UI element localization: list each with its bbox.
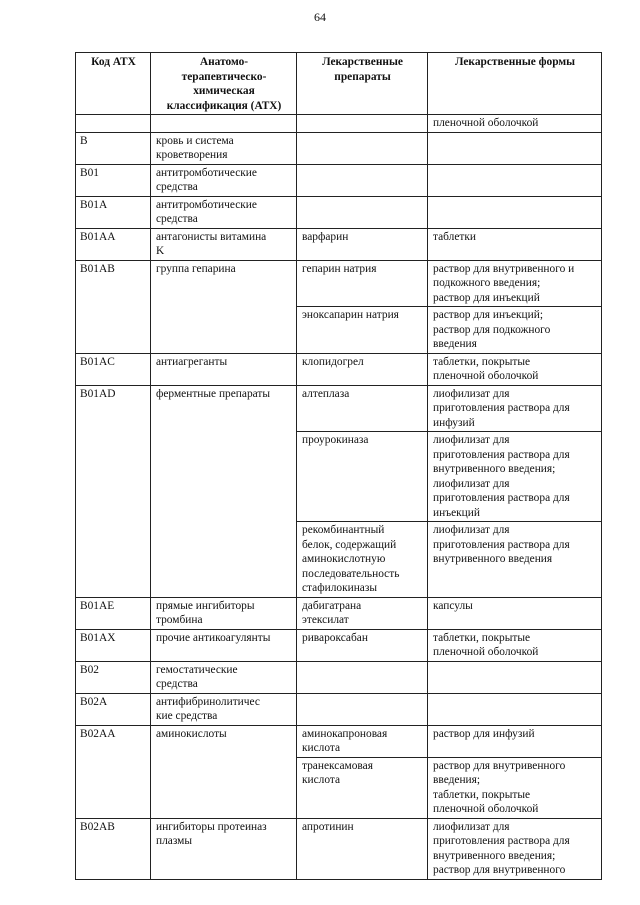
form-cell: капсулы	[428, 597, 602, 629]
classification-cell: антитромботические средства	[151, 164, 297, 196]
drug-cell	[297, 661, 428, 693]
form-cell	[428, 164, 602, 196]
code-cell: B01A	[76, 196, 151, 228]
code-cell: B01AB	[76, 260, 151, 353]
table-row	[76, 725, 602, 757]
form-cell	[428, 132, 602, 164]
classification-cell: антитромботические средства	[151, 196, 297, 228]
header-forms: Лекарственные формы	[428, 53, 602, 115]
drug-cell: проурокиназа	[297, 432, 428, 522]
classification-cell: гемостатические средства	[151, 661, 297, 693]
code-cell: B02AA	[76, 725, 151, 818]
form-cell	[428, 661, 602, 693]
drug-cell: гепарин натрия	[297, 260, 428, 307]
header-code: Код АТХ	[76, 53, 151, 115]
table-row	[76, 818, 602, 879]
table-row	[76, 385, 602, 432]
drug-cell	[297, 115, 428, 133]
classification-cell: ингибиторы протеиназ плазмы	[151, 818, 297, 879]
classification-cell: ферментные препараты	[151, 385, 297, 597]
form-cell: раствор для внутривенного и подкожного введения; раствор для инъекций	[428, 260, 602, 307]
atx-table	[75, 52, 602, 880]
form-cell: раствор для внутривенного введения; таблетки, покрытые пленочной оболочкой	[428, 757, 602, 818]
code-cell: B01AA	[76, 228, 151, 260]
drug-cell: варфарин	[297, 228, 428, 260]
table-row	[76, 196, 602, 228]
table-row	[76, 661, 602, 693]
table-row	[76, 693, 602, 725]
table-row	[76, 228, 602, 260]
code-cell: B01AD	[76, 385, 151, 597]
form-cell: лиофилизат для приготовления раствора для внутривенного введения; лиофилизат для приготовления раствора для инъекций	[428, 432, 602, 522]
form-cell	[428, 196, 602, 228]
code-cell: B01AE	[76, 597, 151, 629]
code-cell: B02	[76, 661, 151, 693]
code-cell: B02AB	[76, 818, 151, 879]
form-cell: таблетки, покрытые пленочной оболочкой	[428, 353, 602, 385]
table-row	[76, 597, 602, 629]
form-cell	[428, 693, 602, 725]
classification-cell: прочие антикоагулянты	[151, 629, 297, 661]
header-classification: Анатомо- терапевтическо- химическая классификация (АТХ)	[151, 53, 297, 115]
form-cell: таблетки, покрытые пленочной оболочкой	[428, 629, 602, 661]
table-row	[76, 115, 602, 133]
classification-cell: антагонисты витамина K	[151, 228, 297, 260]
drug-cell: клопидогрел	[297, 353, 428, 385]
drug-cell: рекомбинантный белок, содержащий аминокислотную последовательность стафилокиназы	[297, 522, 428, 598]
form-cell: раствор для инфузий	[428, 725, 602, 757]
code-cell: B01AC	[76, 353, 151, 385]
table-header-row	[76, 53, 602, 115]
drug-cell	[297, 693, 428, 725]
drug-cell	[297, 164, 428, 196]
form-cell: лиофилизат для приготовления раствора для инфузий	[428, 385, 602, 432]
code-cell: B01AX	[76, 629, 151, 661]
drug-cell: аминокапроновая кислота	[297, 725, 428, 757]
table-row	[76, 629, 602, 661]
code-cell: B	[76, 132, 151, 164]
table-row	[76, 260, 602, 307]
classification-cell: группа гепарина	[151, 260, 297, 353]
drug-cell: транексамовая кислота	[297, 757, 428, 818]
drug-cell: эноксапарин натрия	[297, 307, 428, 354]
classification-cell: прямые ингибиторы тромбина	[151, 597, 297, 629]
drug-cell: алтеплаза	[297, 385, 428, 432]
classification-cell	[151, 115, 297, 133]
form-cell: лиофилизат для приготовления раствора для внутривенного введения	[428, 522, 602, 598]
header-drugs: Лекарственные препараты	[297, 53, 428, 115]
classification-cell: антифибринолитичес кие средства	[151, 693, 297, 725]
code-cell	[76, 115, 151, 133]
drug-cell	[297, 196, 428, 228]
table-row	[76, 353, 602, 385]
drug-cell: дабигатрана этексилат	[297, 597, 428, 629]
form-cell: лиофилизат для приготовления раствора для внутривенного введения; раствор для внутривенного	[428, 818, 602, 879]
form-cell: пленочной оболочкой	[428, 115, 602, 133]
classification-cell: антиагреганты	[151, 353, 297, 385]
table-row	[76, 132, 602, 164]
drug-cell: ривароксабан	[297, 629, 428, 661]
classification-cell: кровь и система кроветворения	[151, 132, 297, 164]
drug-cell: апротинин	[297, 818, 428, 879]
table-row	[76, 164, 602, 196]
drug-cell	[297, 132, 428, 164]
form-cell: таблетки	[428, 228, 602, 260]
page-number: 64	[314, 10, 326, 24]
code-cell: B02A	[76, 693, 151, 725]
form-cell: раствор для инъекций; раствор для подкожного введения	[428, 307, 602, 354]
classification-cell: аминокислоты	[151, 725, 297, 818]
code-cell: B01	[76, 164, 151, 196]
